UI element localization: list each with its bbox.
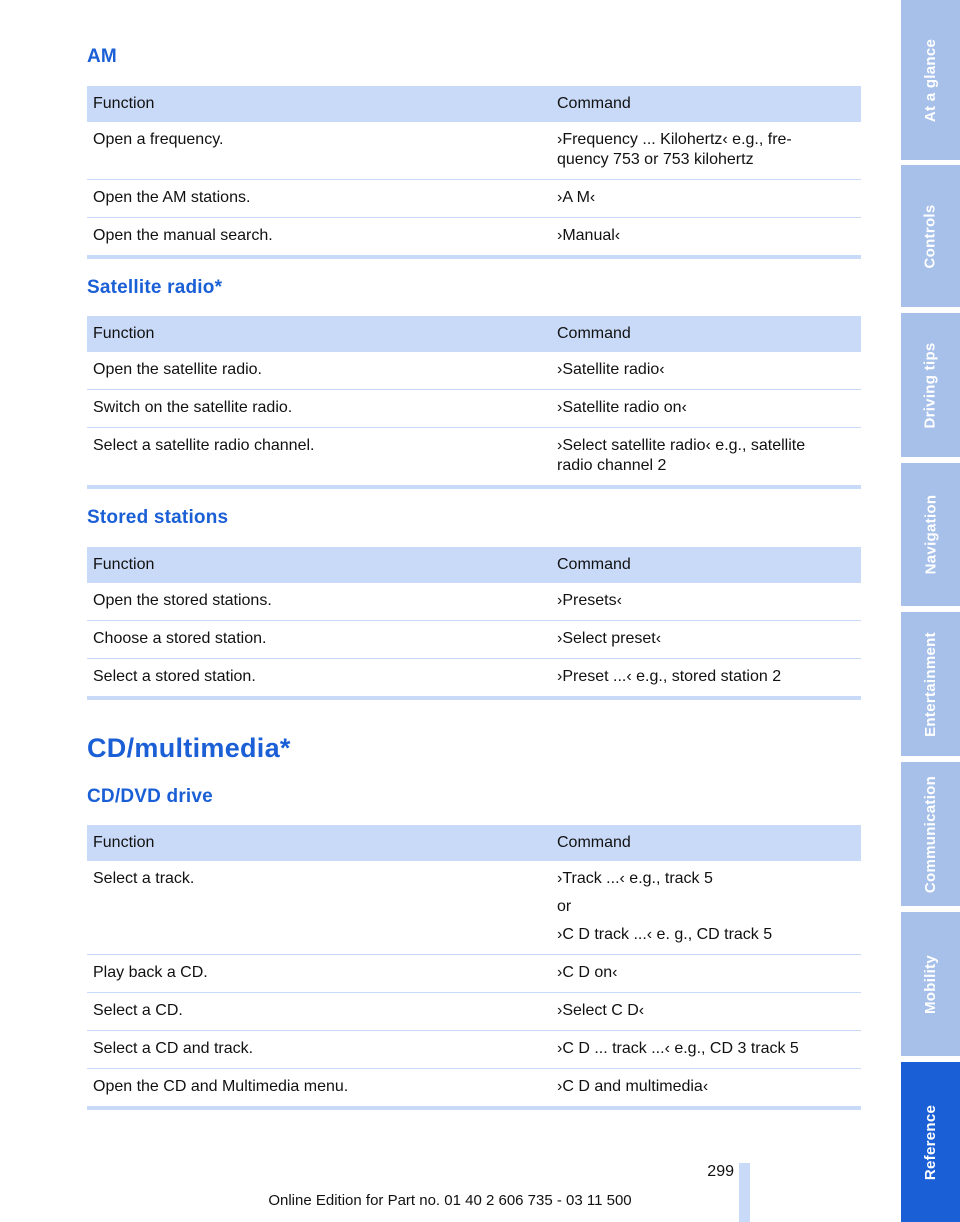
chapter-tab-controls[interactable]	[901, 165, 960, 307]
table-header-row	[87, 316, 861, 352]
command-text: or	[557, 898, 572, 915]
command-cell	[551, 122, 861, 180]
function-cell: Open the manual search.	[87, 218, 551, 258]
chapter-tab-entertainment[interactable]	[901, 612, 960, 756]
command-text: ›Preset ...‹ e.g., stored station 2	[557, 668, 782, 685]
table-row	[87, 390, 861, 428]
column-header-command: Command	[551, 316, 861, 352]
column-header-function: Function	[87, 825, 551, 861]
command-cell	[551, 390, 861, 428]
section-title-cd-dvd-drive: CD/DVD drive	[87, 786, 213, 807]
column-header-command: Command	[551, 86, 861, 122]
command-text: ›C D ... track ...‹ e.g., CD 3 track 5	[557, 1040, 799, 1057]
function-cell: Select a satellite radio channel.	[87, 428, 551, 488]
satellite-radio-table	[87, 316, 861, 489]
function-cell: Select a CD.	[87, 993, 551, 1031]
table-row	[87, 621, 861, 659]
chapter-tab-label: Entertainment	[922, 631, 939, 737]
section-title-stored-stations: Stored stations	[87, 507, 229, 528]
function-cell: Choose a stored station.	[87, 621, 551, 659]
am-table	[87, 86, 861, 259]
table-row	[87, 180, 861, 218]
table-header-row	[87, 86, 861, 122]
chapter-tab-label: Navigation	[922, 494, 939, 575]
chapter-tab-mobility[interactable]	[901, 912, 960, 1056]
footer-edition-note: Online Edition for Part no. 01 40 2 606 735 - 03 11 500	[268, 1192, 632, 1209]
command-text: ›C D and multimedia‹	[557, 1078, 709, 1095]
section-title-satellite-radio: Satellite radio*	[87, 277, 223, 298]
table-row	[87, 993, 861, 1031]
chapter-tab-driving-tips[interactable]	[901, 313, 960, 457]
chapter-tab-label: At a glance	[922, 38, 940, 122]
chapter-tab-at-a-glance[interactable]	[901, 0, 960, 160]
command-cell	[551, 861, 861, 955]
command-text: ›Select C D‹	[557, 1002, 645, 1019]
function-cell: Open the CD and Multimedia menu.	[87, 1069, 551, 1109]
chapter-tab-label: Reference	[922, 1104, 939, 1180]
function-cell: Open the satellite radio.	[87, 352, 551, 390]
stored-stations-table	[87, 547, 861, 700]
chapter-tab-reference[interactable]	[901, 1062, 960, 1222]
section-title-am: AM	[87, 46, 117, 67]
command-cell	[551, 1069, 861, 1109]
command-cell	[551, 1031, 861, 1069]
table-row	[87, 659, 861, 699]
command-text: ›C D on‹	[557, 964, 618, 981]
command-cell	[551, 955, 861, 993]
table-row	[87, 122, 861, 180]
function-cell: Open a frequency.	[87, 122, 551, 180]
chapter-tab-navigation[interactable]	[901, 463, 960, 606]
table-header-row	[87, 825, 861, 861]
command-cell	[551, 352, 861, 390]
cd-dvd-drive-table	[87, 825, 861, 1110]
column-header-command: Command	[551, 825, 861, 861]
table-row	[87, 955, 861, 993]
command-cell	[551, 621, 861, 659]
table-row	[87, 861, 861, 955]
table-row	[87, 218, 861, 258]
command-cell	[551, 583, 861, 621]
table-row	[87, 1031, 861, 1069]
command-text: ›C D track ...‹ e. g., CD track 5	[557, 926, 773, 943]
table-row	[87, 352, 861, 390]
command-text: ›Track ...‹ e.g., track 5	[557, 870, 713, 887]
column-header-function: Function	[87, 316, 551, 352]
function-cell: Select a track.	[87, 861, 551, 955]
function-cell: Switch on the satellite radio.	[87, 390, 551, 428]
command-text: ›Select preset‹	[557, 630, 662, 647]
column-header-function: Function	[87, 86, 551, 122]
page-number: 299	[707, 1163, 734, 1180]
table-row	[87, 583, 861, 621]
chapter-tab-communication[interactable]	[901, 762, 960, 906]
chapter-tabs	[901, 0, 960, 1222]
function-cell: Open the AM stations.	[87, 180, 551, 218]
command-cell	[551, 993, 861, 1031]
chapter-tab-label: Communication	[922, 775, 939, 893]
function-cell: Select a stored station.	[87, 659, 551, 699]
table-row	[87, 428, 861, 488]
column-header-function: Function	[87, 547, 551, 583]
chapter-title-cd-multimedia: CD/multimedia*	[87, 733, 291, 763]
function-cell: Open the stored stations.	[87, 583, 551, 621]
command-text: ›Select satellite radio‹ e.g., satellite radio channel 2	[557, 437, 806, 474]
function-cell: Play back a CD.	[87, 955, 551, 993]
function-cell: Select a CD and track.	[87, 1031, 551, 1069]
command-text: ›A M‹	[557, 189, 596, 206]
command-cell	[551, 180, 861, 218]
command-text: ›Presets‹	[557, 592, 622, 609]
command-cell	[551, 218, 861, 258]
table-row	[87, 1069, 861, 1109]
chapter-tab-label: Driving tips	[922, 341, 940, 429]
command-text: ›Manual‹	[557, 227, 621, 244]
command-text: ›Frequency ... Kilohertz‹ e.g., fre- quency 753 or 753 kilohertz	[557, 131, 792, 168]
command-text: ›Satellite radio on‹	[557, 399, 687, 416]
command-cell	[551, 659, 861, 699]
command-text: ›Satellite radio‹	[557, 361, 665, 378]
chapter-tab-label: Controls	[922, 203, 939, 269]
command-cell	[551, 428, 861, 488]
column-header-command: Command	[551, 547, 861, 583]
table-header-row	[87, 547, 861, 583]
chapter-tab-label: Mobility	[922, 954, 939, 1014]
